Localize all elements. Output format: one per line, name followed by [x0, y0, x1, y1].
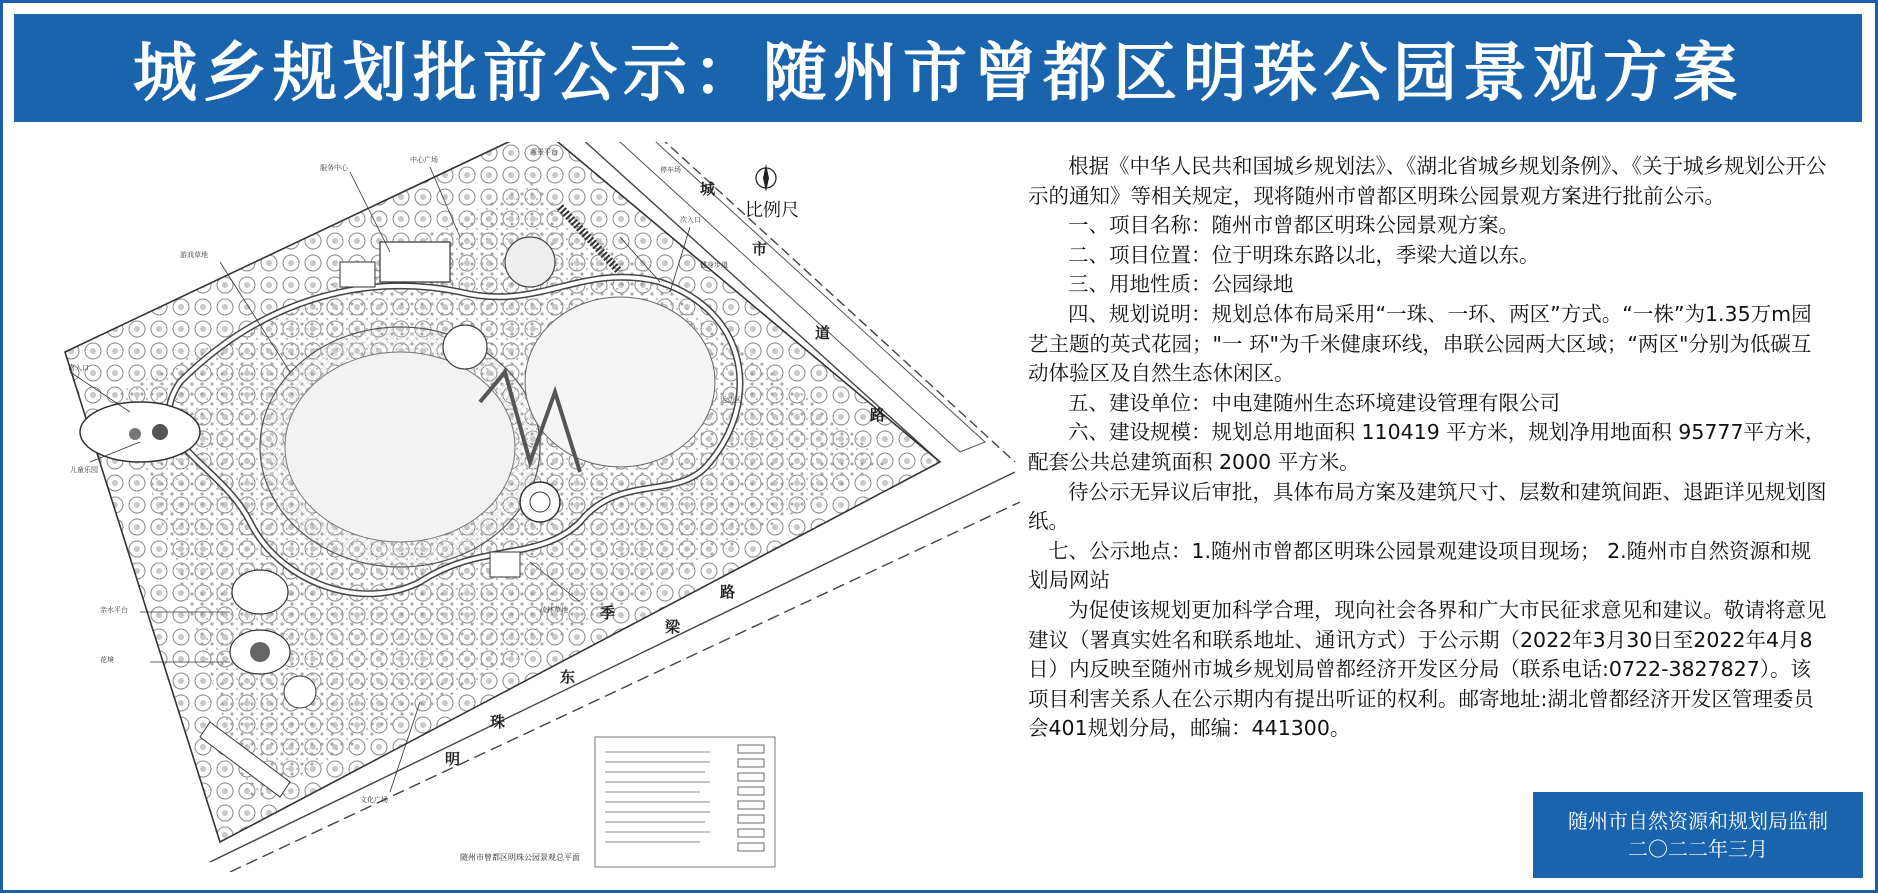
svg-text:亲水平台: 亲水平台	[100, 606, 128, 614]
svg-text:市: 市	[752, 240, 768, 258]
svg-text:游戏草地: 游戏草地	[180, 251, 208, 259]
svg-text:季: 季	[600, 604, 616, 622]
svg-text:明: 明	[445, 750, 461, 768]
svg-text:服务中心: 服务中心	[320, 164, 348, 172]
notice-item-3: 三、用地性质：公园绿地	[1068, 272, 1294, 297]
svg-text:疏林草地: 疏林草地	[540, 606, 568, 614]
svg-text:次入口: 次入口	[680, 216, 701, 224]
notice-text	[1028, 152, 1828, 744]
svg-text:珠: 珠	[490, 713, 506, 731]
svg-text:梁: 梁	[665, 618, 681, 636]
svg-text:城: 城	[700, 180, 716, 198]
plan-legend	[595, 737, 775, 867]
svg-text:南入口: 南入口	[68, 364, 89, 372]
drawing-caption: 随州市曾都区明珠公园景观总平面	[460, 853, 580, 862]
svg-text:路: 路	[720, 583, 736, 601]
svg-text:道: 道	[815, 324, 831, 342]
svg-text:儿童乐园: 儿童乐园	[70, 466, 98, 474]
supervisor-label: 随州市自然资源和规划局监制	[1568, 809, 1828, 833]
notice-item-6: 六、建设规模：规划总用地面积 110419 平方米，规划净用地面积 95777平方米，配套公共总建筑面积 2000 平方米。	[1028, 420, 1826, 474]
supervisor-box	[1533, 792, 1863, 878]
svg-text:观景平台: 观景平台	[530, 148, 558, 156]
svg-text:停车场: 停车场	[660, 166, 681, 174]
svg-text:路: 路	[870, 406, 886, 424]
notice-item-1: 一、项目名称：随州市曾都区明珠公园景观方案。	[1068, 213, 1519, 238]
svg-text:健身步道: 健身步道	[700, 261, 728, 269]
svg-text:花境: 花境	[100, 656, 114, 664]
notice-item-2: 二、项目位置：位于明珠东路以北，季梁大道以东。	[1068, 242, 1540, 267]
notice-closing: 为促使该规划更加科学合理，现向社会各界和广大市民征求意见和建议。敬请将意见建议（署真实姓名和联系地址、通讯方式）于公示期（2022年3月30日至2022年4月8日）内反映至随州市城乡规划局曾都经济开发区分局（联系电话:0722-3827827）。该项目利害关系人在公示期内有提出听证的权利。邮寄地址:湖北曾都经济开发区管理委员会401规划分局，邮编：441300。	[1028, 597, 1827, 741]
header-banner	[14, 14, 1862, 122]
svg-text:中心广场: 中心广场	[410, 156, 438, 164]
page-title: 城乡规划批前公示：随州市曾都区明珠公园景观方案	[133, 37, 1743, 111]
notice-item-4: 四、规划说明：规划总体布局采用“一珠、一环、两区”方式。“一株”为1.35万m园艺主题的英式花园；"一 环"为千米健康环线，串联公园两大区域；“两区"分别为低碳互动体验区及自然生态休闲区。	[1028, 301, 1812, 386]
north-compass	[756, 164, 776, 192]
notice-date: 二〇二二年三月	[1628, 837, 1768, 861]
svg-text:运动区: 运动区	[720, 396, 741, 404]
notice-item-5: 五、建设单位：中电建随州生态环境建设管理有限公司	[1068, 390, 1560, 415]
scale-label: 比例尺	[745, 200, 799, 221]
notice-intro: 根据《中华人民共和国城乡规划法》、《湖北省城乡规划条例》、《关于城乡规划公开公示的通知》等相关规定，现将随州市曾都区明珠公园景观方案进行批前公示。	[1028, 154, 1827, 208]
notice-pending: 待公示无异议后审批，具体布局方案及建筑尺寸、层数和建筑间距、退距详见规划图纸。	[1028, 479, 1827, 534]
notice-item-7: 七、公示地点：1.随州市曾都区明珠公园景观建设项目现场； 2.随州市自然资源和规划局网站	[1028, 538, 1812, 593]
site-plan-drawing	[60, 142, 1020, 872]
svg-text:东: 东	[560, 668, 576, 686]
svg-text:文化广场: 文化广场	[360, 796, 388, 804]
